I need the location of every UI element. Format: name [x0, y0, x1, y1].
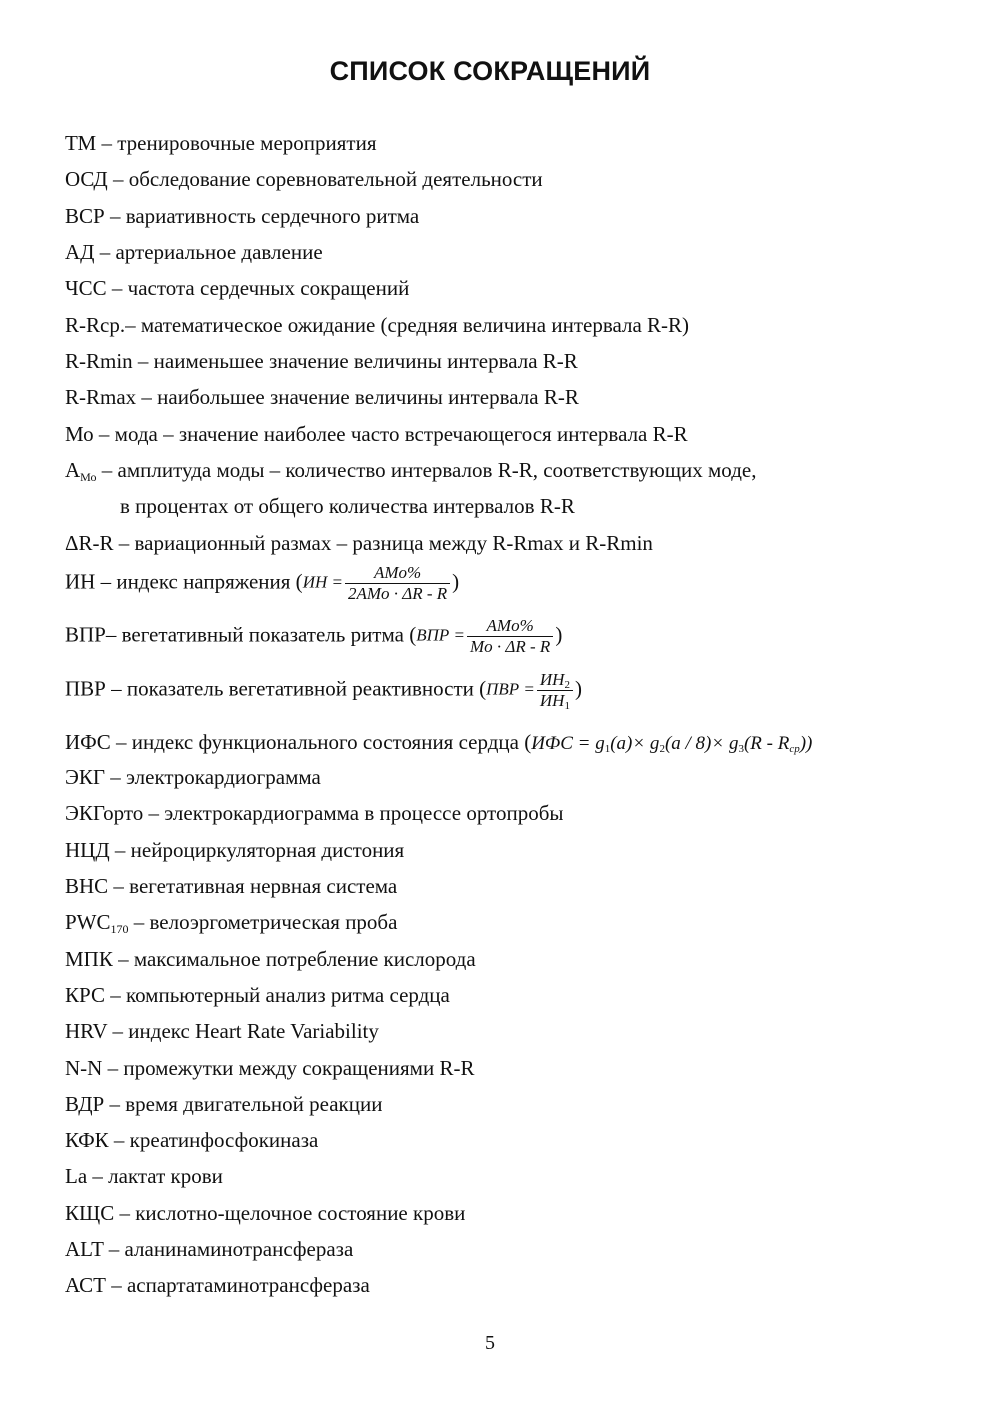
closing-paren: ): [574, 676, 582, 701]
abbreviation-item: ОСД – обследование соревновательной деятельности: [65, 167, 543, 191]
formula-numerator: AMo%: [486, 616, 534, 635]
abbreviation-item: N-N – промежутки между сокращениями R-R: [65, 1056, 475, 1080]
abbreviation-item-with-formula: [65, 616, 562, 657]
formula-denominator: Mo · ΔR - R: [467, 636, 553, 657]
abbreviation-term: А: [65, 458, 81, 482]
abbreviation-item: КФК – креатинфосфокиназа: [65, 1128, 319, 1152]
abbreviation-definition: – велоэргометрическая проба: [128, 910, 398, 934]
abbreviation-item: АСТ – аспартатаминотрансфераза: [65, 1273, 370, 1297]
abbreviation-item: ТМ – тренировочные мероприятия: [65, 131, 377, 155]
abbreviation-item: La – лактат крови: [65, 1164, 223, 1188]
abbreviation-item: Мо – мода – значение наиболее часто встречающегося интервала R-R: [65, 422, 688, 446]
functional-state-formula: ИФС = g1(a)× g2(a / 8)× g3(R - Rср)): [531, 733, 813, 756]
abbreviation-item: R-Rср.– математическое ожидание (средняя величина интервала R-R): [65, 313, 690, 337]
reactivity-formula: [486, 670, 575, 711]
abbreviation-item: НЦД – нейроциркуляторная дистония: [65, 838, 405, 862]
abbreviation-item: ЧСС – частота сердечных сокращений: [65, 276, 410, 300]
abbreviation-item: ВДР – время двигательной реакции: [65, 1092, 383, 1116]
formula-numerator: AMo%: [373, 563, 422, 582]
abbreviation-subscript: 170: [110, 922, 129, 936]
abbreviation-item: КЩС – кислотно-щелочное состояние крови: [65, 1201, 466, 1225]
abbreviation-item: ВНС – вегетативная нервная система: [65, 874, 398, 898]
formula-lhs: ВПР =: [416, 625, 465, 645]
abbreviation-item: HRV – индекс Heart Rate Variability: [65, 1019, 379, 1043]
stress-index-formula: [303, 563, 452, 604]
abbreviation-item: ВСР – вариативность сердечного ритма: [65, 204, 420, 228]
closing-paren: ): [452, 569, 460, 594]
abbreviation-item: ЭКГорто – электрокардиограмма в процессе ортопробы: [65, 801, 564, 825]
abbreviation-item: АД – артериальное давление: [65, 240, 323, 264]
page-title: СПИСОК СОКРАЩЕНИЙ: [329, 56, 651, 86]
abbreviation-definition: ВПР– вегетативный показатель ритма (: [65, 622, 417, 647]
abbreviation-item-with-formula: [65, 563, 459, 604]
rhythm-index-formula: [416, 616, 555, 657]
abbreviation-term: PWC: [65, 910, 111, 934]
formula-denominator: ИН1: [537, 690, 573, 711]
abbreviation-item: МПК – максимальное потребление кислорода: [65, 947, 476, 971]
abbreviation-item: R-Rmin – наименьшее значение величины интервала R-R: [65, 349, 578, 373]
page-number: 5: [485, 1332, 495, 1354]
abbreviation-item: КРС – компьютерный анализ ритма сердца: [65, 983, 450, 1007]
abbreviation-item: ЭКГ – электрокардиограмма: [65, 765, 321, 789]
formula-fraction: [537, 670, 573, 711]
abbreviation-definition: – амплитуда моды – количество интервалов R-R, соответствующих моде,: [96, 458, 757, 482]
abbreviation-item-with-formula: [65, 729, 812, 757]
abbreviation-item: [65, 909, 397, 935]
closing-paren: ): [555, 622, 563, 647]
abbreviation-definition: ИН – индекс напряжения (: [65, 569, 303, 594]
formula-lhs: ИН =: [302, 572, 343, 592]
abbreviation-item: ALT – аланинаминотрансфераза: [65, 1237, 354, 1261]
formula-denominator: 2AMo · ΔR - R: [345, 583, 450, 604]
abbreviation-item: [65, 457, 756, 483]
abbreviation-item: ΔR-R – вариационный размах – разница между R-Rmax и R-Rmin: [65, 531, 653, 555]
abbreviation-item: R-Rmax – наибольшее значение величины интервала R-R: [65, 385, 579, 409]
formula-fraction: [345, 563, 450, 604]
formula-lhs: ПВР =: [486, 679, 535, 699]
abbreviation-subscript: Мо: [80, 470, 97, 484]
formula-fraction: [467, 616, 553, 657]
formula-numerator: ИН2: [539, 670, 570, 691]
abbreviation-continuation: в процентах от общего количества интервалов R-R: [120, 494, 575, 518]
abbreviation-definition: ИФС – индекс функционального состояния сердца (: [65, 730, 532, 754]
abbreviation-item-with-formula: [65, 670, 582, 711]
abbreviation-definition: ПВР – показатель вегетативной реактивности (: [65, 676, 487, 701]
